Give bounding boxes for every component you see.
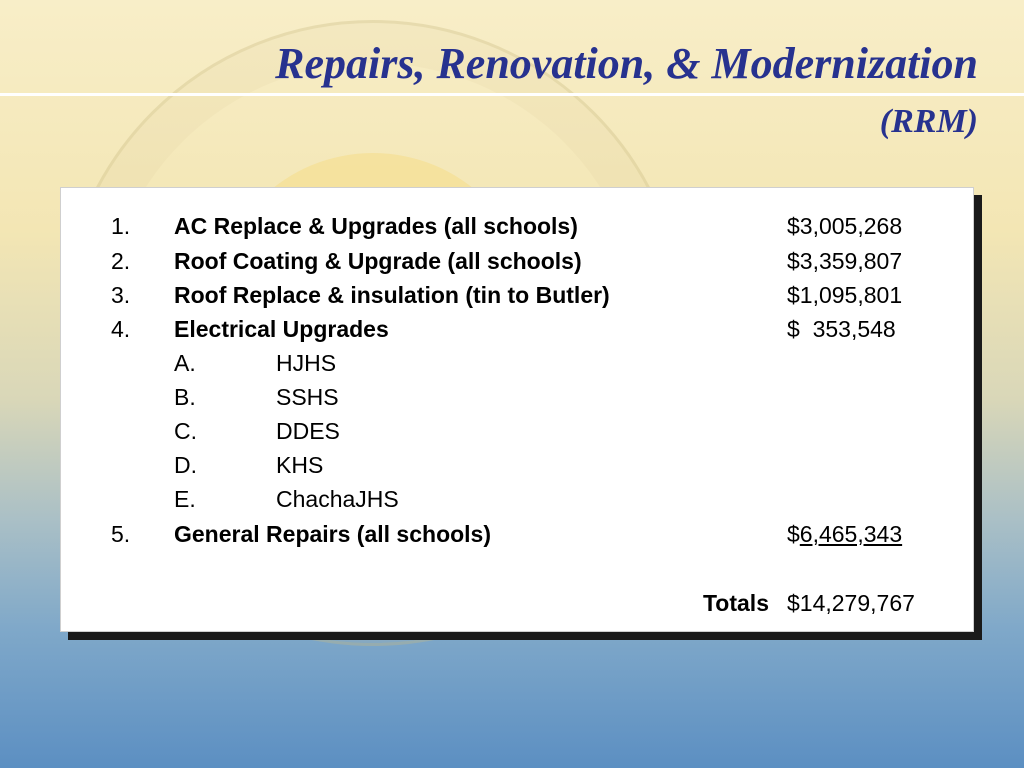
- totals-amount: $14,279,767: [787, 590, 915, 616]
- item-number: 1.: [111, 213, 131, 239]
- sub-list-item: [61, 448, 973, 482]
- sub-list-item: [61, 380, 973, 414]
- sub-item-letter: A.: [174, 350, 196, 376]
- slide-title: Repairs, Renovation, & Modernization: [275, 39, 978, 88]
- item-number: 3.: [111, 282, 131, 308]
- item-label: General Repairs (all schools): [174, 521, 492, 547]
- item-label: Electrical Upgrades: [174, 316, 389, 342]
- sub-item-name: ChachaJHS: [276, 486, 399, 512]
- sub-item-name: SSHS: [276, 384, 339, 410]
- sub-item-name: HJHS: [276, 350, 337, 376]
- list-item: [61, 312, 973, 346]
- list-item: [61, 278, 973, 312]
- list-item: [61, 517, 973, 551]
- sub-list-item: [61, 482, 973, 516]
- item-number: 4.: [111, 316, 131, 342]
- item-amount: $3,005,268: [787, 213, 903, 239]
- item-number: 2.: [111, 248, 131, 274]
- title-divider: [0, 93, 1024, 96]
- sub-list-item: [61, 414, 973, 448]
- item-number: 5.: [111, 521, 131, 547]
- sub-list-item: [61, 346, 973, 380]
- totals-label: Totals: [702, 590, 769, 616]
- sub-item-letter: B.: [174, 384, 196, 410]
- item-amount: $1,095,801: [787, 282, 903, 308]
- item-amount: $ 353,548: [787, 316, 896, 342]
- item-label: Roof Coating & Upgrade (all schools): [174, 248, 582, 274]
- sub-item-name: DDES: [276, 418, 340, 444]
- sub-item-letter: D.: [174, 452, 197, 478]
- list-item: [61, 244, 973, 278]
- sub-item-letter: C.: [174, 418, 197, 444]
- amount-underlined: 6,465,343: [799, 521, 903, 547]
- item-amount: $3,359,807: [787, 248, 903, 274]
- slide-subtitle: (RRM): [879, 103, 978, 140]
- sub-item-letter: E.: [174, 486, 196, 512]
- item-label: AC Replace & Upgrades (all schools): [174, 213, 578, 239]
- content-panel: [60, 187, 974, 632]
- list-item: [61, 209, 973, 243]
- sub-item-name: KHS: [276, 452, 324, 478]
- item-label: Roof Replace & insulation (tin to Butler): [174, 282, 610, 308]
- totals-row: [61, 586, 973, 620]
- amount-currency: $: [787, 521, 800, 547]
- item-amount: [787, 517, 902, 551]
